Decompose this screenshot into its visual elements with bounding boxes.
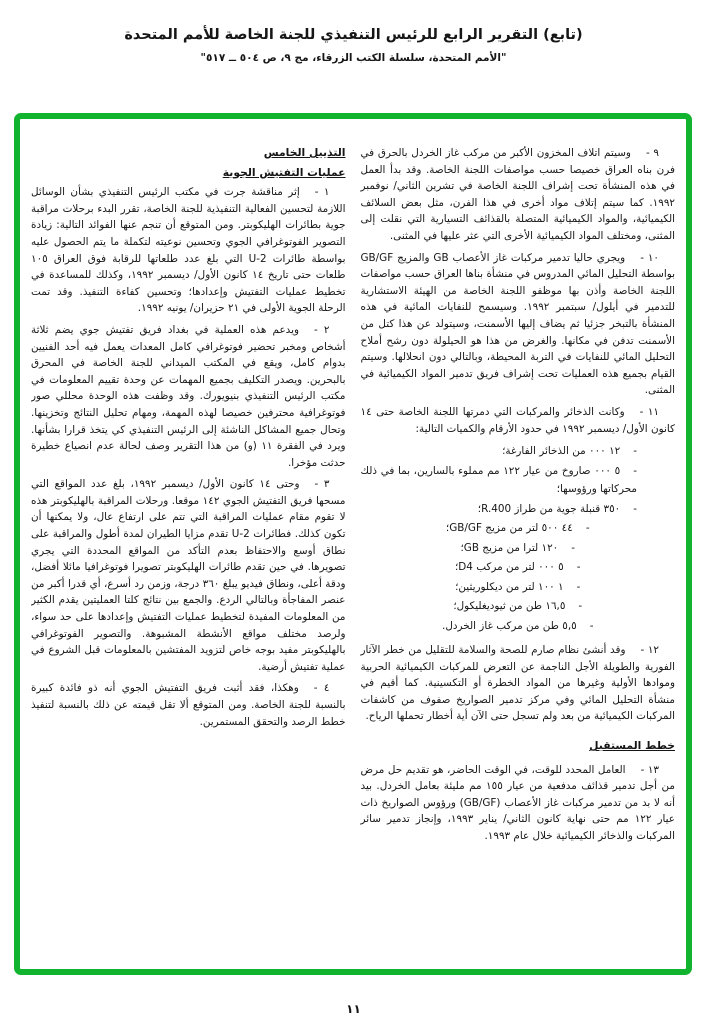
paragraph-text: وقد أنشئ نظام صارم للصحة والسلامة للتقليل من خطر الآثار الفورية والطويلة الأجل الناجمة عن التعرض للمركبات الكيميائية الحربية وموادها الأولية وغيرها من المواد الخطرة أو التكسينية. كما أقيم في منشأة التحليل المائي وفي مركز تدمير الصواريخ صفوف من كاشفات المركبات الكيميائية من بعد ولم تسجل حتى الآن أية أخطار تحملها الرياح. (360, 644, 675, 723)
paragraph-number: ١ - (314, 186, 330, 199)
list-item-text: ٣٥٠ قنبلة جوية من طراز R.400؛ (477, 502, 621, 515)
list-item-text: ٥,٥ طن من مركب غاز الخردل. (442, 619, 577, 632)
list-item-text: ١٦,٥ طن من ثيوديغليكول؛ (453, 600, 566, 613)
paragraph-text: وهكذا، فقد أثبت فريق التفتيش الجوي أنه ذو فائدة كبيرة بالنسبة للجنة الخاصة. ومن المتوقع ألا تقل قيمته عن ذلك بالنسبة لتنفيذ خطط الرصد والتحقق المستمرين. (31, 682, 346, 728)
paragraph-text: ويجري حاليا تدمير مركبات غاز الأعصاب GB والمزيج GB/GF بواسطة التحليل المائي المدروس في منشأة بناها العراق حسب مواصفات اللجنة الخاصة وأذن بها موظفو اللجنة الخاصة من الهيئة الاستشارية للتدمير في أيلول/ سبتمبر ١٩٩٢. وسيسمح للنفايات المائية في هذه المنشأة بالتبخر جزئيا ثم يضاف إليها الأسمنت، وسيتولد عن هذا كتل من الأسمنت تدفن في مكانها. والغرض من هذا هو الحيلولة دون رشح أملاح التحليل المائي للنفايات في التربة المحيطة، وبالتالي دون انحلالها. وسيتم القيام بجميع هذه العمليات تحت إشراف فريق تدمير المواد الكيميائية في المثنى. (360, 251, 675, 397)
dash-marker: - (576, 580, 581, 593)
list-item-3 (361, 500, 676, 519)
destroyed-items-list (361, 442, 676, 635)
paragraph-9 (361, 145, 676, 245)
paragraph-13 (361, 762, 676, 845)
list-item-text: ٤٤ ٥٠٠ لتر من مزيج GB/GF؛ (445, 522, 573, 535)
dash-marker: - (633, 502, 637, 515)
list-item-text: ١٢٠ لترا من مزيج GB؛ (460, 541, 559, 554)
list-item-9 (361, 617, 676, 636)
paragraph-text: وسيتم اتلاف المخزون الأكبر من مركب غاز الخردل بالحرق في فرن بناه العراق خصيصا حسب مواصفات اللجنة الخاصة. وقد بدأ العمل في هذه المنشأة تحت إشراف اللجنة الخاصة في تشرين الثاني/ نوفمبر ١٩٩٢. كما سيتم إتلاف مواد أخرى في هذا الفرن، مثل بعض السلائف الكيميائية، والمواد الكيميائية المتصلة بالقذائف التسيارية التي نقلت إلى المثنى، ومختلف المواد الكيميائية الأخرى التي عثر عليها في المثنى. (360, 147, 675, 242)
paragraph-3 (31, 476, 346, 675)
dash-marker: - (633, 464, 638, 477)
report-title: (تابع) التقرير الرابع للرئيس التنفيذي للجنة الخاصة للأمم المتحدة (124, 27, 583, 43)
future-plans-heading: خطط المستقبل (589, 739, 675, 753)
column-right (361, 145, 676, 961)
list-item-1 (361, 442, 676, 461)
paragraph-number: ١٣ - (640, 763, 659, 776)
dash-marker: - (589, 619, 594, 632)
page-number: ١١ (346, 1002, 361, 1016)
paragraph-text: إثر مناقشة جرت في مكتب الرئيس التنفيذي بشأن الوسائل اللازمة لتحسين الفعالية التنفيذية للجنة الخاصة، تقرر البدء برحلات مراقبة جوية بطائرات الهليكوبتر. ومن المتوقع أن تنجم عنها الفوائد التالية: زيادة التصوير الفوتوغرافي الجوي وتحسين نوعيته لتكملة ما يتم الحصول عليه بواسطة طائرات U-2 التي بلغ عدد طلعاتها للرقابة فوق العراق ١٠٥ طلعات حتى تاريخ ١٤ كانون الأول/ ديسمبر ١٩٩٢، وكذلك للمساعدة في تخطيط عمليات التفتيش وإعدادها؛ وتحسين كفاءة التنفيذ. وقد تمت الرحلة الجوية الأولى في ٢١ حزيران/ يونيه ١٩٩٢. (31, 186, 346, 315)
page-header (0, 0, 707, 64)
paragraph-1 (31, 184, 346, 317)
aerial-inspections-heading: عمليات التفتيش الجوية (222, 165, 346, 179)
list-item-8 (361, 597, 676, 616)
paragraph-10 (361, 250, 676, 399)
paragraph-number: ٤ - (313, 682, 330, 695)
paragraph-number: ١١ - (639, 405, 659, 418)
content-border-box (14, 113, 692, 975)
dash-marker: - (576, 561, 581, 574)
dash-marker: - (571, 541, 575, 554)
report-source-line: "الأمم المتحدة، سلسلة الكتب الزرقاء، مج ٩، ص ٥٠٤ ــ ٥١٧" (200, 52, 507, 64)
paragraph-number: ٢ - (314, 323, 330, 336)
dash-marker: - (633, 445, 637, 458)
two-column-layout (31, 145, 675, 961)
list-item-6 (361, 558, 676, 577)
list-item-2 (361, 462, 676, 499)
paragraph-text: ويدعم هذه العملية في بغداد فريق تفتيش جوي يضم ثلاثة أشخاص ومخبر تحضير فوتوغرافي كامل المعدات يعمل فيه أحد الفنيين بدوام كامل، ويقع في المكتب الميداني للجنة الخاصة في المحرق بالبحرين. ويصدر التكليف بجميع المهمات عن وحدة تقييم المعلومات في مكتب الرئيس التنفيذي بنيويورك. وقد وظفت هذه الوحدة محللي صور فوتوغرافية محترفين خصيصا لهذه المهمة، ومهام تحليل النتائج وتخزينها. وتحال جميع المشاكل الناشئة إلى الرئيس التنفيذي كي يتخذ قرارا بشأنها. ويرد في الفقرة ١١ (و) من هذا التقرير وصف لحالة عدم انصياع خطيرة حدثت مؤخرا. (31, 323, 346, 469)
paragraph-11 (361, 404, 676, 437)
appendix-heading: التذييل الخامس (263, 146, 346, 159)
list-item-text: ٥ ٠٠٠ صاروخ من عيار ١٢٢ مم مملوء بالسارين، بما في ذلك محركاتها ورؤوسها؛ (360, 464, 637, 496)
paragraph-number: ١٢ - (640, 644, 659, 657)
list-item-5 (361, 539, 676, 558)
paragraph-12 (361, 642, 676, 725)
list-item-4 (361, 519, 676, 538)
dash-marker: - (578, 600, 583, 613)
dash-marker: - (585, 522, 590, 535)
paragraph-text: وكانت الذخائر والمركبات التي دمرتها اللجنة الخاصة حتى ١٤ كانون الأول/ ديسمبر ١٩٩٢ في حدود الأرقام والكميات التالية: (360, 405, 675, 435)
paragraph-text: وحتى ١٤ كانون الأول/ ديسمبر ١٩٩٢، بلغ عدد المواقع التي مسحها فريق التفتيش الجوي ١٤٢ موقعا. ورحلات المراقبة بالهليكوبتر هذه لا تقوم مقام عمليات المراقبة التي تتم على ارتفاع عال، ولا يمكنها أن تكون كذلك. فطائرات U-2 تقدم مزايا الطيران لمدة أطول والمراقبة على نطاق أوسع والاحتفاظ بعدم التأكد من المواقع المحددة التي يجري تصويرها. في حين تقدم طائرات الهليكوبتر تصويرا فوتوغرافيا مائلا أفضل، ودقة أعلى، ونطاق فيديو يبلغ ٣٦٠ درجة، وزمن رد أسرع، أي قدرا أكبر من عنصر المفاجأة وبالتالي الردع. والجمع بين نتائج كلتا العمليتين يقدم الكثير من المعلومات المفيدة لتخطيط عمليات التفتيش وإعدادها على حد سواء، ولرصد مختلف مواقع الأنشطة المشبوهة. والتصوير الفوتوغرافي بالهليكوبتر مفيد بوجه خاص لتزويد المفتشين بالمعلومات قبل الشروع في عملية تفتيش أرضية. (31, 478, 346, 673)
paragraph-number: ٩ - (645, 147, 659, 159)
list-item-text: ٥ ٠٠٠ لتر من مركب D4؛ (454, 561, 564, 574)
paragraph-text: العامل المحدد للوقت، في الوقت الحاضر، هو تقديم حل مرض من أجل تدمير قذائف مدفعية من عيار ١٥٥ مم مليئة بعامل الخردل. بيد أنه لا بد من تدمير مركبات غاز الأعصاب (GB/GF) ورؤوس الصواريخ ذات عيار ١٢٢ مم حتى نهاية كانون الثاني/ يناير ١٩٩٣، وإنجاز تدمير سائر المركبات والذخائر الكيميائية خلال عام ١٩٩٣. (360, 763, 675, 843)
column-left (31, 145, 346, 961)
list-item-text: ١٢ ٠٠٠ من الذخائر الفارغة؛ (502, 445, 621, 458)
paragraph-number: ٣ - (314, 478, 330, 491)
list-item-text: ١ ١٠٠ لتر من ديكلوريثين؛ (455, 580, 564, 593)
list-item-7 (361, 578, 676, 597)
paragraph-number: ١٠ - (640, 251, 659, 264)
paragraph-2 (31, 322, 346, 471)
paragraph-4 (31, 680, 346, 730)
